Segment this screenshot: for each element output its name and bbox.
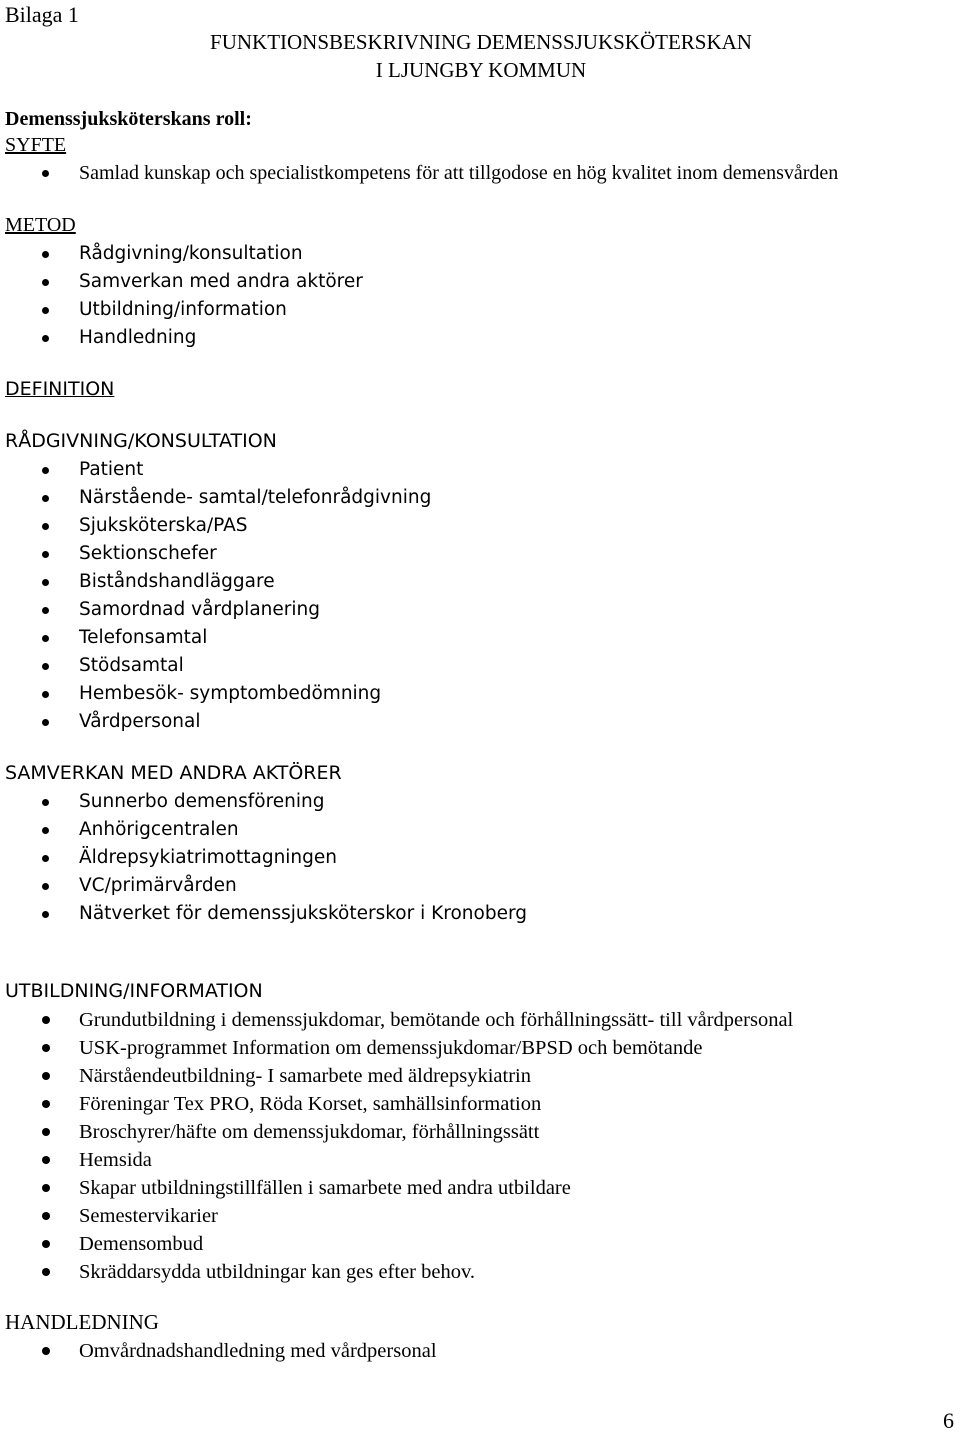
bullet-icon [42, 911, 49, 918]
list-item-text: Närstående- samtal/telefonrådgivning [79, 487, 432, 508]
bullet-icon [42, 1268, 50, 1276]
bullet-icon [42, 663, 49, 670]
list-item [0, 708, 431, 736]
bullet-icon [42, 719, 49, 726]
bullet-icon [42, 307, 49, 314]
list-item [0, 1090, 793, 1118]
bullet-icon [42, 691, 49, 698]
list-item-text: Sjuksköterska/PAS [79, 515, 248, 536]
section-heading-definition: DEFINITION [5, 378, 115, 400]
list-item [0, 324, 363, 352]
list-item-text: Rådgivning/konsultation [79, 243, 303, 264]
bullet-icon [42, 1072, 50, 1080]
list-item-text: Föreningar Tex PRO, Röda Korset, samhällsinformation [79, 1093, 542, 1115]
list-item-text: Demensombud [79, 1233, 204, 1255]
list-item-text: Hembesök- symptombedömning [79, 683, 382, 704]
list-item [0, 680, 431, 708]
bullet-icon [42, 1156, 50, 1164]
list-item-text: Samordnad vårdplanering [79, 599, 320, 620]
bullet-icon [42, 1347, 50, 1355]
radgivning-list [0, 456, 431, 736]
list-item-text: Samlad kunskap och specialistkompetens för att tillgodose en hög kvalitet inom demensvården [79, 162, 839, 184]
list-item-text: Äldrepsykiatrimottagningen [79, 847, 338, 868]
bullet-icon [42, 523, 49, 530]
bullet-icon [42, 579, 49, 586]
list-item [0, 652, 431, 680]
handledning-list [0, 1337, 437, 1365]
list-item-text: Sunnerbo demensförening [79, 791, 325, 812]
bullet-icon [42, 335, 49, 342]
list-item-text: VC/primärvården [79, 875, 237, 896]
list-item-text: Sektionschefer [79, 543, 217, 564]
list-item-text: Handledning [79, 327, 197, 348]
bullet-icon [42, 1184, 50, 1192]
bullet-icon [42, 551, 49, 558]
bullet-icon [42, 827, 49, 834]
section-heading-metod: METOD [5, 214, 76, 236]
list-item [0, 456, 431, 484]
utbildning-list [0, 1006, 793, 1286]
list-item [0, 159, 838, 187]
list-item [0, 1202, 793, 1230]
bullet-icon [42, 467, 49, 474]
list-item-text: Närståendeutbildning- I samarbete med äldrepsykiatrin [79, 1065, 531, 1087]
list-item [0, 1174, 793, 1202]
list-item [0, 296, 363, 324]
bullet-icon [42, 635, 49, 642]
list-item [0, 1006, 793, 1034]
list-item [0, 1258, 793, 1286]
list-item [0, 540, 431, 568]
list-item [0, 596, 431, 624]
syfte-list [0, 159, 838, 187]
list-item [0, 872, 527, 900]
bullet-icon [42, 1044, 50, 1052]
title-line-2: I LJUNGBY KOMMUN [375, 58, 587, 82]
list-item-text: Grundutbildning i demenssjukdomar, bemötande och förhållningssätt- till vårdpersonal [79, 1009, 794, 1031]
section-heading-handledning: HANDLEDNING [5, 1310, 159, 1334]
section-heading-radgivning: RÅDGIVNING/KONSULTATION [5, 430, 277, 452]
list-item-text: Biståndshandläggare [79, 571, 275, 592]
list-item [0, 788, 527, 816]
list-item [0, 1337, 437, 1365]
samverkan-list [0, 788, 527, 928]
page-number: 6 [943, 1408, 954, 1433]
list-item [0, 568, 431, 596]
bullet-icon [42, 279, 49, 286]
list-item [0, 1230, 793, 1258]
bullet-icon [42, 1128, 50, 1136]
list-item-text: Telefonsamtal [79, 627, 208, 648]
metod-list [0, 240, 363, 352]
list-item [0, 1062, 793, 1090]
list-item-text: Samverkan med andra aktörer [79, 271, 363, 292]
bullet-icon [42, 251, 49, 258]
bullet-icon [42, 495, 49, 502]
bullet-icon [42, 799, 49, 806]
document-title [172, 28, 790, 84]
list-item-text: Skapar utbildningstillfällen i samarbete med andra utbildare [79, 1177, 571, 1199]
list-item-text: Nätverket för demenssjuksköterskor i Kronoberg [79, 903, 527, 924]
list-item-text: Anhörigcentralen [79, 819, 239, 840]
list-item-text: USK-programmet Information om demenssjukdomar/BPSD och bemötande [79, 1037, 703, 1059]
list-item-text: Vårdpersonal [79, 711, 201, 732]
list-item-text: Stödsamtal [79, 655, 184, 676]
role-heading: Demenssjuksköterskans roll: [5, 108, 252, 130]
list-item [0, 512, 431, 540]
bullet-icon [42, 1212, 50, 1220]
list-item [0, 484, 431, 512]
section-heading-utbildning: UTBILDNING/INFORMATION [5, 980, 263, 1002]
bullet-icon [42, 170, 49, 177]
list-item [0, 1118, 793, 1146]
list-item-text: Skräddarsydda utbildningar kan ges efter behov. [79, 1261, 476, 1283]
section-heading-syfte: SYFTE [5, 134, 67, 156]
bullet-icon [42, 883, 49, 890]
section-heading-samverkan: SAMVERKAN MED ANDRA AKTÖRER [5, 762, 342, 784]
list-item-text: Utbildning/information [79, 299, 287, 320]
list-item [0, 900, 527, 928]
list-item-text: Omvårdnadshandledning med vårdpersonal [79, 1340, 437, 1362]
bullet-icon [42, 1016, 50, 1024]
list-item [0, 268, 363, 296]
bullet-icon [42, 855, 49, 862]
list-item [0, 816, 527, 844]
list-item [0, 1034, 793, 1062]
list-item [0, 1146, 793, 1174]
title-line-1: FUNKTIONSBESKRIVNING DEMENSSJUKSKÖTERSKAN [210, 30, 752, 54]
list-item [0, 624, 431, 652]
list-item-text: Broschyrer/häfte om demenssjukdomar, förhållningssätt [79, 1121, 540, 1143]
list-item [0, 240, 363, 268]
list-item-text: Semestervikarier [79, 1205, 218, 1227]
list-item [0, 844, 527, 872]
bullet-icon [42, 1100, 50, 1108]
bullet-icon [42, 1240, 50, 1248]
appendix-label: Bilaga 1 [5, 2, 79, 27]
list-item-text: Hemsida [79, 1149, 152, 1171]
bullet-icon [42, 607, 49, 614]
list-item-text: Patient [79, 459, 144, 480]
